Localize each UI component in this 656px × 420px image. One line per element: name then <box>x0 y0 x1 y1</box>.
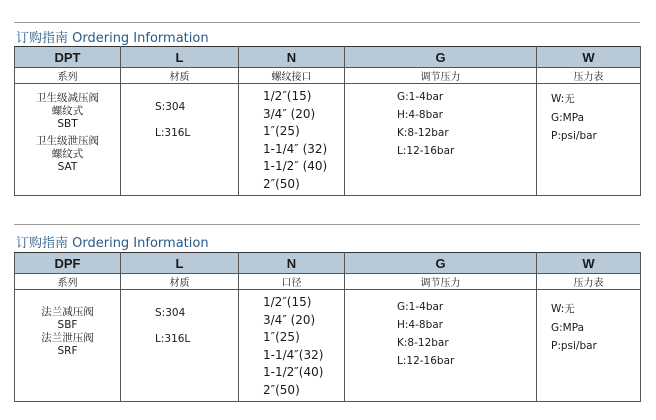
header-material-code: L <box>121 47 239 68</box>
subheader-connection: 螺纹接口 <box>239 68 345 84</box>
material-option: L:316L <box>155 333 191 345</box>
header-gauge-code: W <box>537 47 641 68</box>
ordering-table-dpf <box>14 252 641 402</box>
header-gauge-code: W <box>537 253 641 274</box>
series-options <box>15 84 121 196</box>
material-option: L:316L <box>155 127 191 139</box>
header-connection-code: N <box>239 253 345 274</box>
header-pressure-code: G <box>345 47 537 68</box>
material-options <box>121 84 239 196</box>
subheader-row <box>15 68 641 84</box>
gauge-options <box>537 84 641 196</box>
header-series-code: DPF <box>15 253 121 274</box>
section-title-1: 订购指南 Ordering Information <box>16 31 209 46</box>
series-option: 法兰减压阀 <box>41 306 94 318</box>
ordering-table-dpt <box>14 46 641 196</box>
connection-option: 1/2″(15) <box>263 295 312 309</box>
header-connection-code: N <box>239 47 345 68</box>
subheader-series: 系列 <box>15 68 121 84</box>
material-options <box>121 290 239 402</box>
pressure-option: L:12-16bar <box>397 145 455 157</box>
connection-option: 1″(25) <box>263 330 300 344</box>
pressure-options <box>345 84 537 196</box>
series-option: SBT <box>57 118 78 130</box>
section-title-2: 订购指南 Ordering Information <box>16 236 209 251</box>
subheader-pressure: 调节压力 <box>345 68 537 84</box>
top-rule-2 <box>14 224 640 225</box>
connection-option: 2″(50) <box>263 382 300 397</box>
gauge-options <box>537 290 641 402</box>
series-option: SRF <box>57 345 78 357</box>
pressure-options <box>345 290 537 402</box>
options-row <box>15 84 641 196</box>
options-row <box>15 290 641 402</box>
series-option: SAT <box>57 161 78 173</box>
pressure-option: H:4-8bar <box>397 109 443 121</box>
subheader-series: 系列 <box>15 274 121 290</box>
connection-option: 1-1/2″ (40) <box>263 159 328 173</box>
connection-option: 1/2″(15) <box>263 89 312 103</box>
top-rule-1 <box>14 22 640 23</box>
header-row <box>15 47 641 68</box>
gauge-option: P:psi/bar <box>551 340 597 352</box>
pressure-option: G:1-4bar <box>397 301 444 313</box>
connection-option: 3/4″ (20) <box>263 312 316 327</box>
gauge-option: W:无 <box>551 303 575 315</box>
pressure-option: L:12-16bar <box>397 355 455 367</box>
header-pressure-code: G <box>345 253 537 274</box>
header-series-code: DPT <box>15 47 121 68</box>
subheader-pressure: 调节压力 <box>345 274 537 290</box>
connection-option: 1″(25) <box>263 124 300 138</box>
pressure-option: K:8-12bar <box>397 337 449 349</box>
material-option: S:304 <box>155 101 186 113</box>
connection-option: 1-1/4″ (32) <box>263 141 328 156</box>
series-option: 卫生级泄压阀 <box>36 135 99 147</box>
connection-option: 1-1/2″(40) <box>263 365 324 379</box>
subheader-connection: 口径 <box>239 274 345 290</box>
gauge-option: G:MPa <box>551 111 585 124</box>
series-option: 法兰泄压阀 <box>41 332 94 344</box>
gauge-option: G:MPa <box>551 321 585 334</box>
header-row <box>15 253 641 274</box>
connection-options <box>239 84 345 196</box>
connection-options <box>239 290 345 402</box>
series-option: 螺纹式 <box>51 105 84 117</box>
series-option: SBF <box>57 319 78 331</box>
subheader-row <box>15 274 641 290</box>
series-options <box>15 290 121 402</box>
pressure-option: G:1-4bar <box>397 91 444 103</box>
series-option: 卫生级减压阀 <box>36 92 99 104</box>
subheader-material: 材质 <box>121 68 239 84</box>
subheader-gauge: 压力表 <box>537 68 641 84</box>
gauge-option: P:psi/bar <box>551 130 597 142</box>
subheader-material: 材质 <box>121 274 239 290</box>
pressure-option: K:8-12bar <box>397 127 449 139</box>
connection-option: 1-1/4″(32) <box>263 347 324 362</box>
gauge-option: W:无 <box>551 93 575 105</box>
header-material-code: L <box>121 253 239 274</box>
subheader-gauge: 压力表 <box>537 274 641 290</box>
material-option: S:304 <box>155 307 186 319</box>
connection-option: 2″(50) <box>263 176 300 191</box>
pressure-option: H:4-8bar <box>397 319 443 331</box>
series-option: 螺纹式 <box>51 148 84 160</box>
connection-option: 3/4″ (20) <box>263 106 316 121</box>
